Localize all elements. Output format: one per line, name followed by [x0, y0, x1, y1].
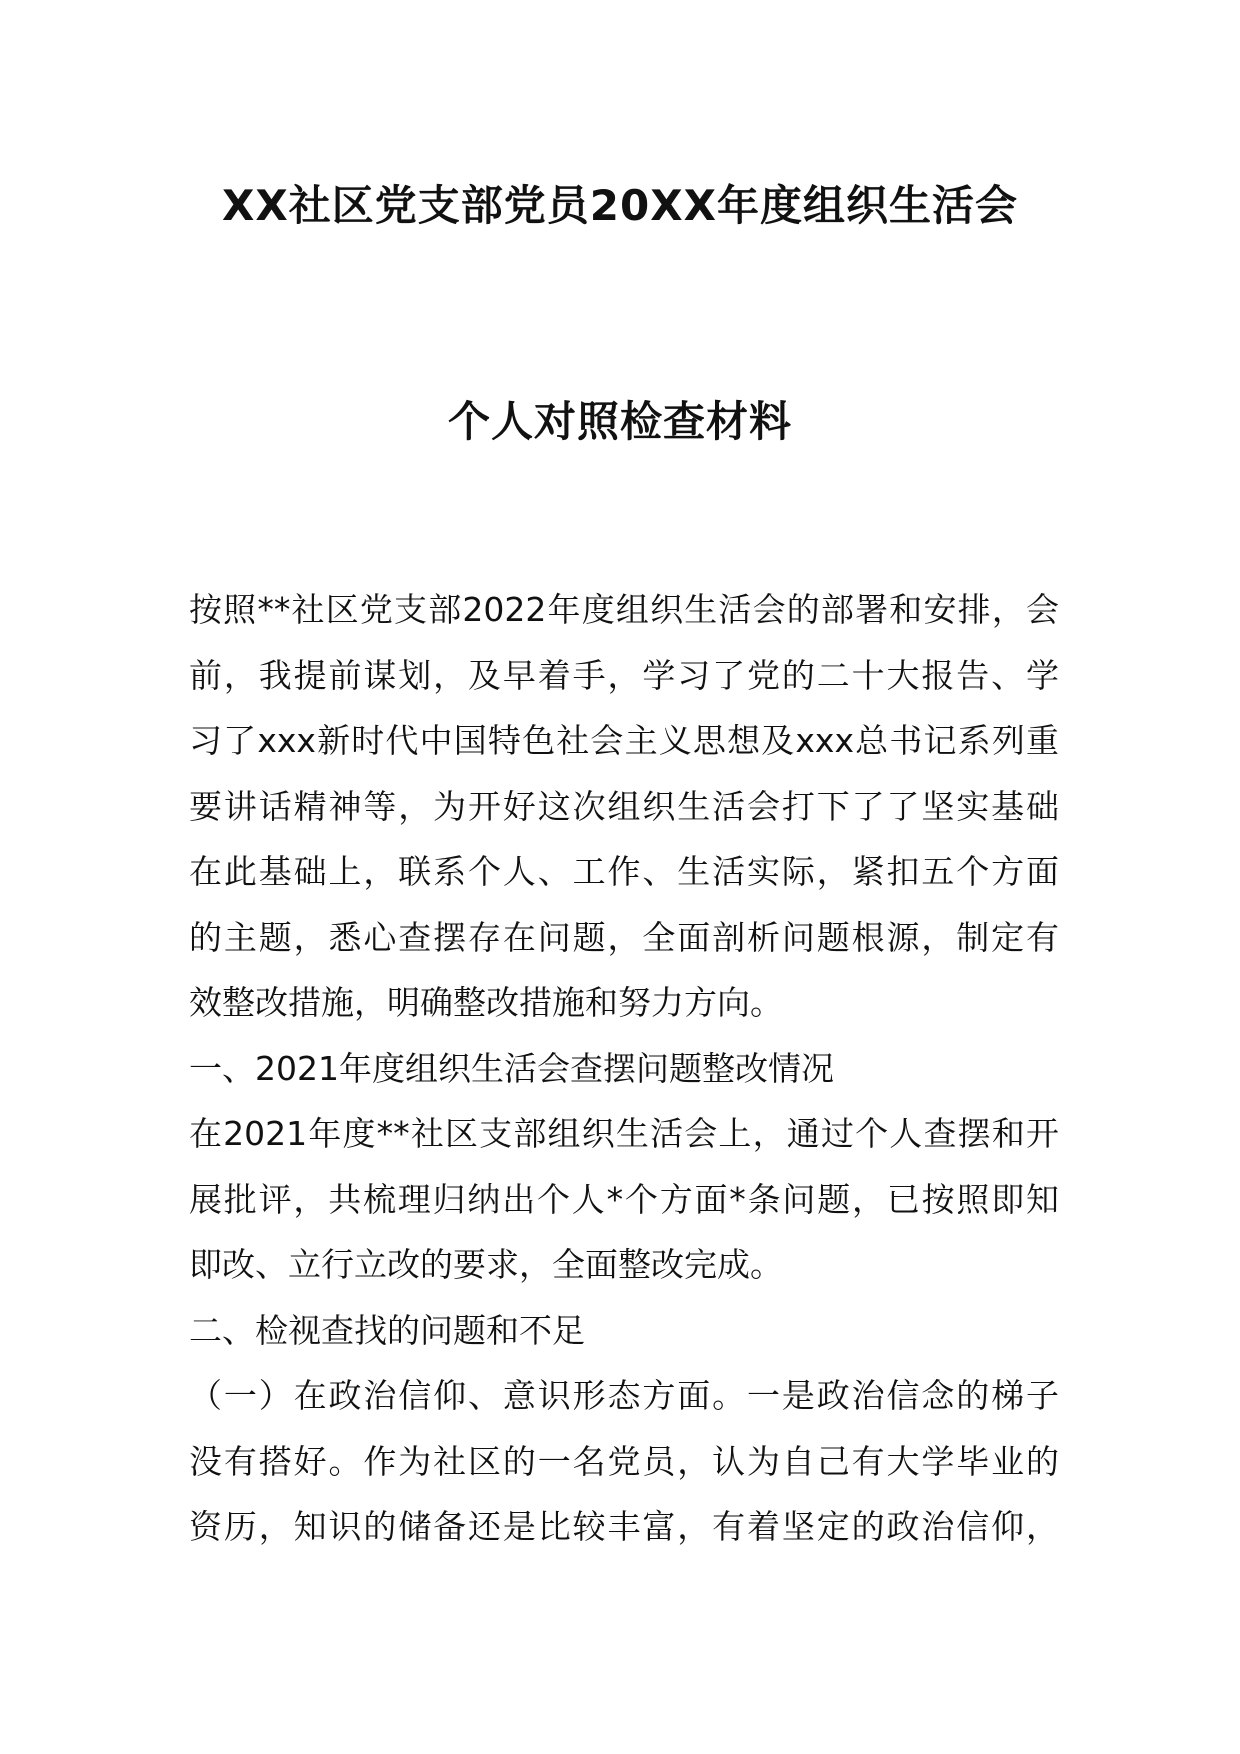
section-heading-2: 二、检视查找的问题和不足	[189, 1310, 585, 1350]
body-line-paragraph-3: 没有搭好。作为社区的一名党员，认为自己有大学毕业的	[189, 1441, 1059, 1481]
body-line-paragraph-1: 前，我提前谋划，及早着手，学习了党的二十大报告、学	[189, 655, 1059, 695]
document-title-line-2: 个人对照检查材料	[447, 397, 792, 446]
body-line-paragraph-3: （一）在政治信仰、意识形态方面。一是政治信念的梯子	[189, 1376, 1059, 1415]
body-line-paragraph-1: 在此基础上，联系个人、工作、生活实际，紧扣五个方面	[189, 852, 1059, 891]
body-line-paragraph-1-end: 效整改措施，明确整改措施和努力方向。	[189, 983, 783, 1022]
body-line-paragraph-1: 习了xxx新时代中国特色社会主义思想及xxx总书记系列重	[189, 721, 1059, 760]
body-line-paragraph-2: 展批评，共梳理归纳出个人*个方面*条问题，已按照即知	[189, 1179, 1059, 1219]
body-line-paragraph-1: 要讲话精神等，为开好这次组织生活会打下了了坚实基础	[189, 786, 1059, 826]
section-heading-1: 一、2021年度组织生活会查摆问题整改情况	[189, 1048, 834, 1088]
body-line-paragraph-2: 在2021年度**社区支部组织生活会上，通过个人查摆和开	[189, 1114, 1059, 1153]
body-line-paragraph-1: 的主题，悉心查摆存在问题，全面剖析问题根源，制定有	[189, 917, 1059, 957]
document-title-line-1: XX社区党支部党员20XX年度组织生活会	[222, 181, 1018, 230]
body-line-paragraph-2-end: 即改、立行立改的要求，全面整改完成。	[189, 1245, 783, 1284]
body-line-paragraph-3: 资历，知识的储备还是比较丰富，有着坚定的政治信仰，	[189, 1507, 1059, 1546]
body-line-paragraph-1: 按照**社区党支部2022年度组织生活会的部署和安排，会	[189, 590, 1059, 629]
document-body	[189, 577, 1059, 1560]
